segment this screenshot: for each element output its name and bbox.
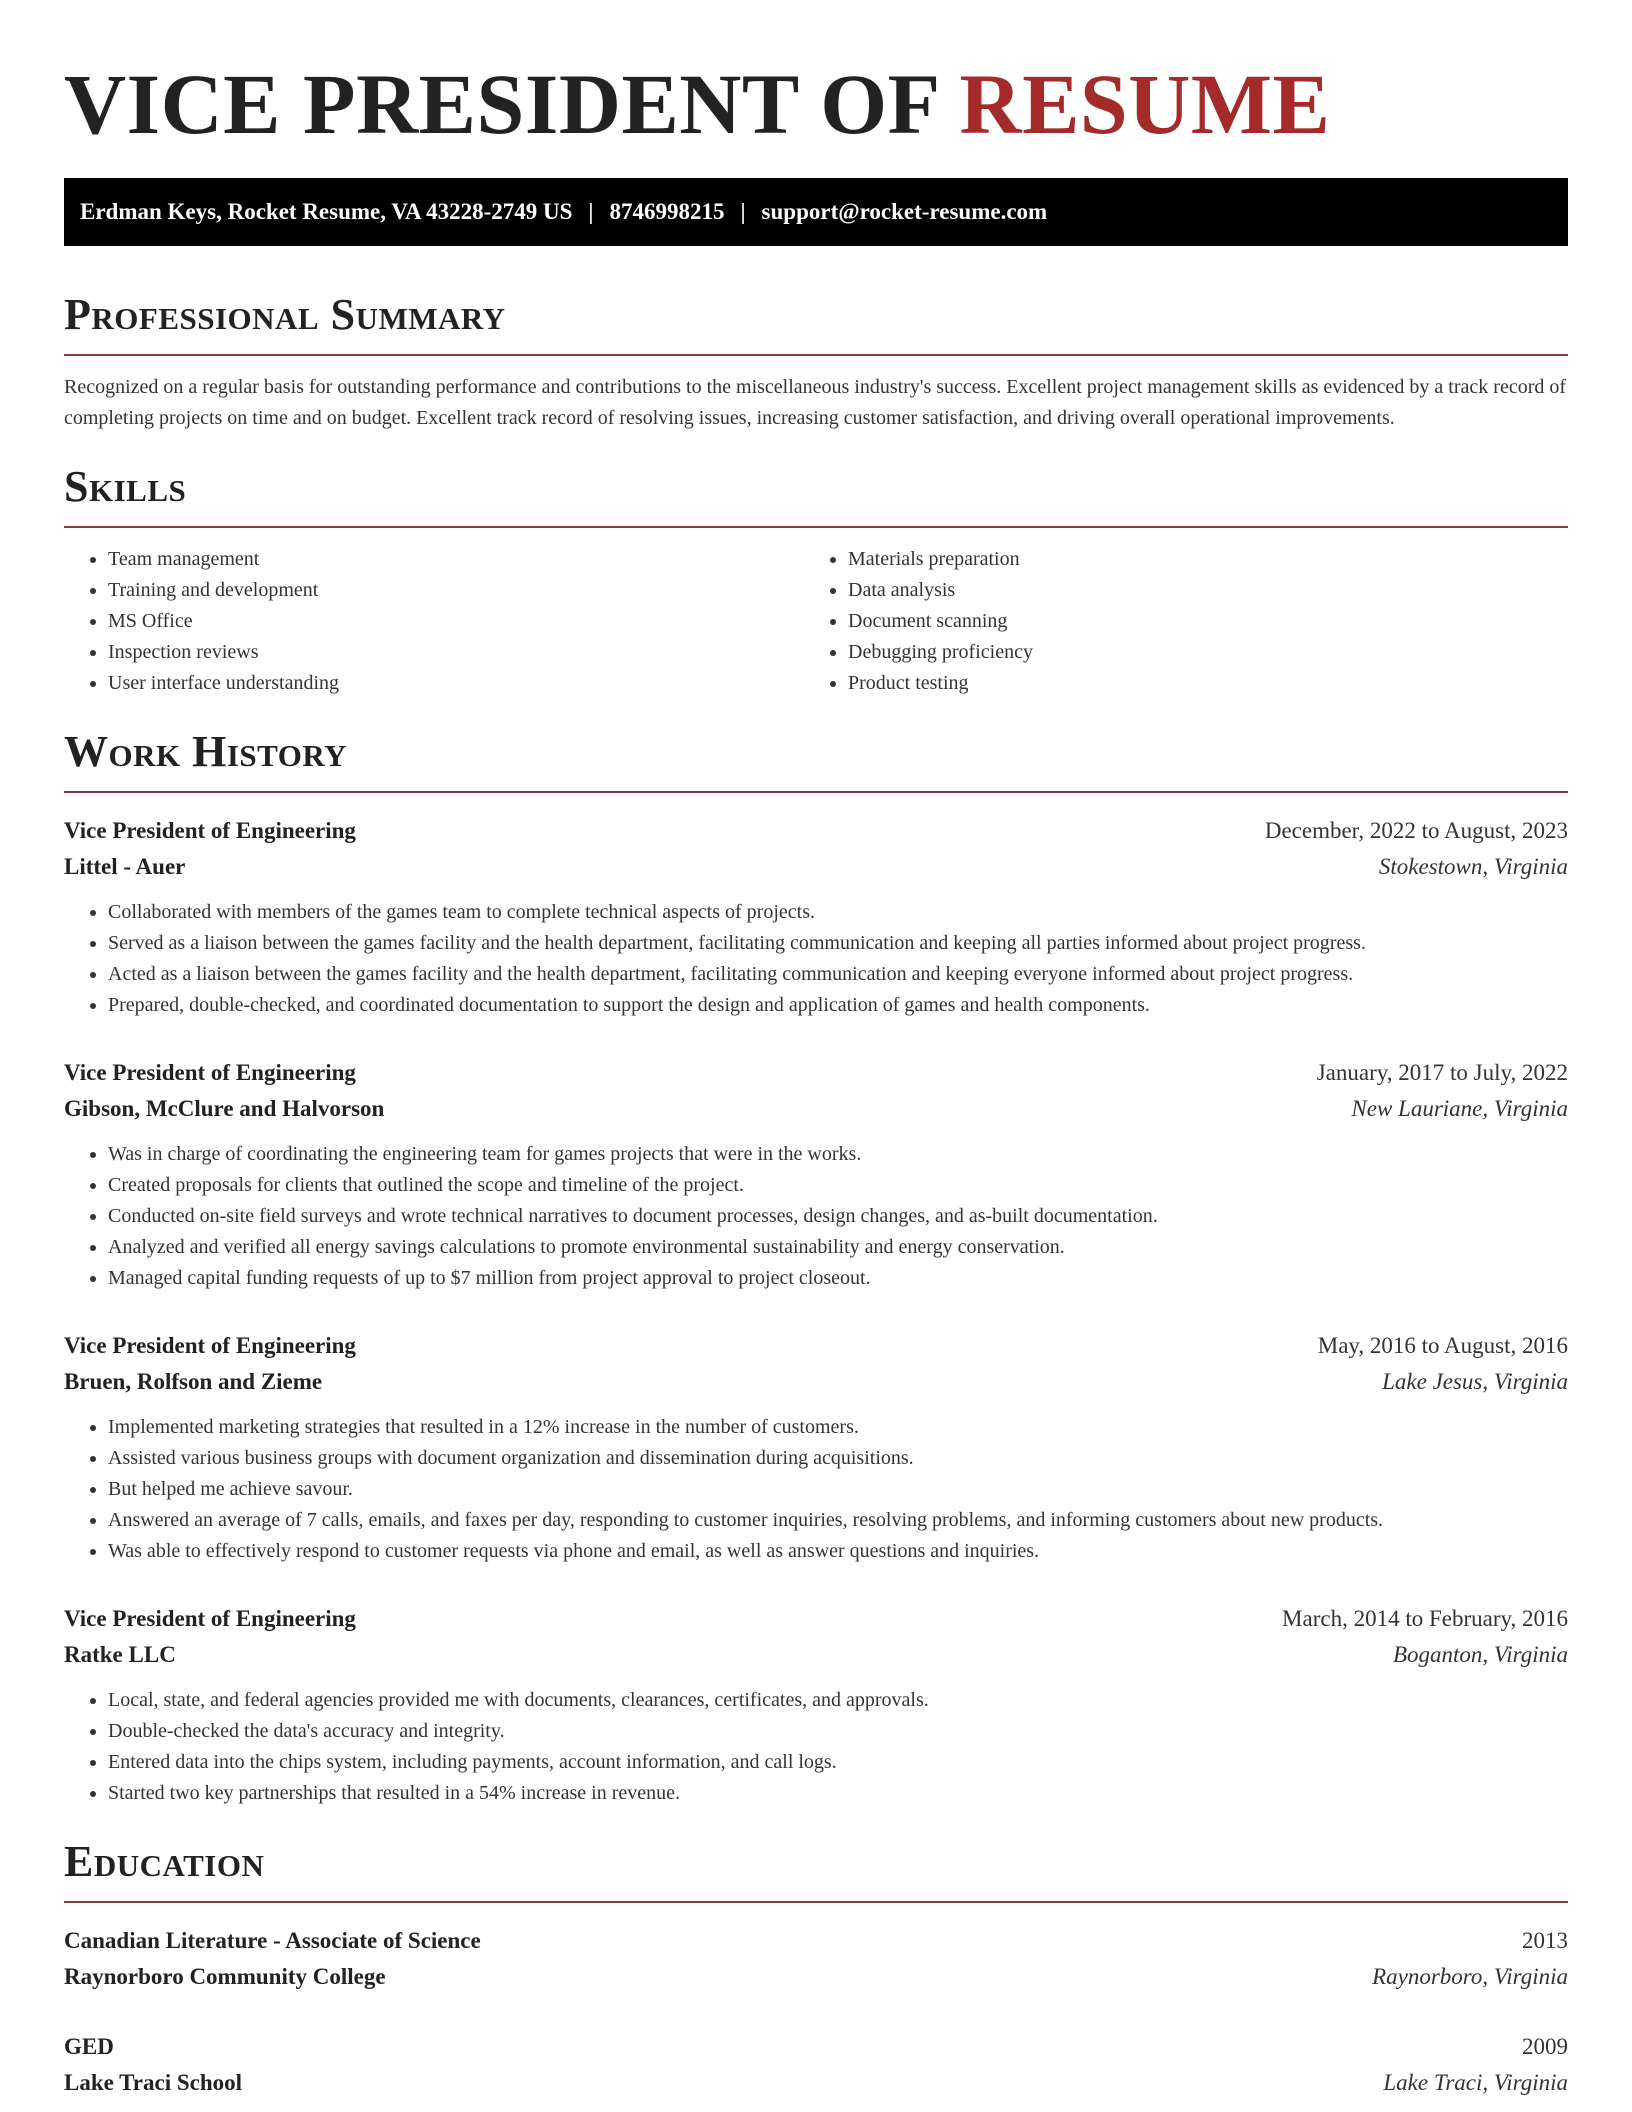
job-dates: May, 2016 to August, 2016	[1317, 1333, 1568, 1358]
job-bullet: • Implemented marketing strategies that resulted in a 12% increase in the number of customers.	[108, 1412, 1568, 1443]
education-degree: GED	[64, 2034, 114, 2059]
job-company: Littel - Auer	[64, 854, 186, 879]
job-bullets	[64, 897, 1568, 1021]
job-bullet: • Collaborated with members of the games team to complete technical aspects of projects.	[108, 897, 1568, 928]
skill-item: • Data analysis	[848, 575, 1544, 606]
education-header-row	[64, 2029, 1568, 2065]
job-bullets	[64, 1412, 1568, 1567]
resume-title	[64, 58, 1568, 150]
job-role: Vice President of Engineering	[64, 1060, 356, 1085]
job-role: Vice President of Engineering	[64, 1606, 356, 1631]
job-bullet: • Assisted various business groups with document organization and dissemination during acquisitions.	[108, 1443, 1568, 1474]
section-heading-education: Education	[64, 1837, 1568, 1903]
job-header-row	[64, 813, 1568, 849]
job-company-row	[64, 849, 1568, 885]
education-school: Raynorboro Community College	[64, 1964, 386, 1989]
job-company: Ratke LLC	[64, 1642, 176, 1667]
job-dates: December, 2022 to August, 2023	[1264, 818, 1568, 843]
job-company: Gibson, McClure and Halvorson	[64, 1096, 385, 1121]
job-bullet: • Was in charge of coordinating the engineering team for games projects that were in the works.	[108, 1139, 1568, 1170]
job-entry	[64, 813, 1568, 1021]
job-bullet: • Was able to effectively respond to customer requests via phone and email, as well as answer questions and inquiries.	[108, 1536, 1568, 1567]
job-entry	[64, 1055, 1568, 1294]
skill-item: • Document scanning	[848, 606, 1544, 637]
job-location: New Lauriane, Virginia	[1351, 1096, 1568, 1121]
contact-address: Erdman Keys, Rocket Resume, VA 43228-2749 US	[80, 199, 573, 224]
skill-item: • Inspection reviews	[108, 637, 804, 668]
title-main: VICE PRESIDENT OF	[64, 56, 938, 152]
job-entry	[64, 1601, 1568, 1809]
education-school-row	[64, 2065, 1568, 2101]
education-location: Raynorboro, Virginia	[1372, 1964, 1568, 1989]
education-section	[64, 1837, 1568, 2101]
job-entry	[64, 1328, 1568, 1567]
job-header-row	[64, 1055, 1568, 1091]
job-company-row	[64, 1364, 1568, 1400]
section-heading-summary: Professional Summary	[64, 290, 1568, 356]
job-role: Vice President of Engineering	[64, 818, 356, 843]
education-entry	[64, 1923, 1568, 1995]
skills-columns	[64, 544, 1568, 699]
job-dates: March, 2014 to February, 2016	[1282, 1606, 1568, 1631]
job-header-row	[64, 1328, 1568, 1364]
education-school-row	[64, 1959, 1568, 1995]
work-history-section	[64, 727, 1568, 1809]
skills-column-right	[804, 544, 1544, 699]
skills-list-right	[804, 544, 1544, 699]
section-heading-skills: Skills	[64, 462, 1568, 528]
education-header-row	[64, 1923, 1568, 1959]
education-degree: Canadian Literature - Associate of Science	[64, 1928, 481, 1953]
skills-section	[64, 462, 1568, 699]
professional-summary-section	[64, 290, 1568, 434]
job-company-row	[64, 1091, 1568, 1127]
job-location: Lake Jesus, Virginia	[1382, 1369, 1568, 1394]
job-dates: January, 2017 to July, 2022	[1316, 1060, 1568, 1085]
job-bullet: • Prepared, double-checked, and coordinated documentation to support the design and application of games and health components.	[108, 990, 1568, 1021]
skills-list-left	[64, 544, 804, 699]
skill-item: • Debugging proficiency	[848, 637, 1544, 668]
skill-item: • Training and development	[108, 575, 804, 606]
section-heading-work: Work History	[64, 727, 1568, 793]
education-school: Lake Traci School	[64, 2070, 243, 2095]
job-bullet: • Local, state, and federal agencies provided me with documents, clearances, certificates, and approvals.	[108, 1685, 1568, 1716]
skill-item: • Materials preparation	[848, 544, 1544, 575]
skill-item: • MS Office	[108, 606, 804, 637]
skill-item: • User interface understanding	[108, 668, 804, 699]
job-location: Stokestown, Virginia	[1378, 854, 1568, 879]
contact-separator: |	[740, 199, 746, 224]
job-bullet: • Double-checked the data's accuracy and integrity.	[108, 1716, 1568, 1747]
summary-text: Recognized on a regular basis for outstanding performance and contributions to the miscellaneous industry's success. Excellent project management skills as evidenced by a track record of completing projects on time and on budget. Excellent track record of resolving issues, increasing customer satisfaction, and driving overall operational improvements.	[64, 376, 1567, 429]
job-role: Vice President of Engineering	[64, 1333, 356, 1358]
job-bullet: • Analyzed and verified all energy savings calculations to promote environmental sustainability and energy conservation.	[108, 1232, 1568, 1263]
skill-item: • Product testing	[848, 668, 1544, 699]
job-bullet: • But helped me achieve savour.	[108, 1474, 1568, 1505]
education-entry	[64, 2029, 1568, 2101]
contact-separator: |	[588, 199, 594, 224]
skills-column-left	[64, 544, 804, 699]
job-bullet: • Started two key partnerships that resulted in a 54% increase in revenue.	[108, 1778, 1568, 1809]
job-location: Boganton, Virginia	[1392, 1642, 1568, 1667]
contact-email[interactable]: support@rocket-resume.com	[761, 199, 1048, 224]
job-bullet: • Served as a liaison between the games facility and the health department, facilitating communication and keeping all parties informed about project progress.	[108, 928, 1568, 959]
job-bullet: • Acted as a liaison between the games facility and the health department, facilitating communication and keeping everyone informed about project progress.	[108, 959, 1568, 990]
job-bullet: • Answered an average of 7 calls, emails, and faxes per day, responding to customer inquiries, resolving problems, and informing customers about new products.	[108, 1505, 1568, 1536]
job-company: Bruen, Rolfson and Zieme	[64, 1369, 323, 1394]
contact-phone: 8746998215	[609, 199, 725, 224]
job-bullets	[64, 1685, 1568, 1809]
skill-item: • Team management	[108, 544, 804, 575]
education-year: 2009	[1522, 2034, 1568, 2059]
education-year: 2013	[1522, 1928, 1568, 1953]
resume-page	[64, 0, 1568, 2101]
job-bullets	[64, 1139, 1568, 1294]
title-accent: RESUME	[959, 56, 1331, 152]
education-location: Lake Traci, Virginia	[1383, 2070, 1568, 2095]
job-bullet: • Entered data into the chips system, including payments, account information, and call logs.	[108, 1747, 1568, 1778]
job-bullet: • Conducted on-site field surveys and wrote technical narratives to document processes, design changes, and as-built documentation.	[108, 1201, 1568, 1232]
job-bullet: • Managed capital funding requests of up to $7 million from project approval to project closeout.	[108, 1263, 1568, 1294]
job-bullet: • Created proposals for clients that outlined the scope and timeline of the project.	[108, 1170, 1568, 1201]
job-company-row	[64, 1637, 1568, 1673]
contact-bar	[64, 178, 1568, 246]
job-header-row	[64, 1601, 1568, 1637]
